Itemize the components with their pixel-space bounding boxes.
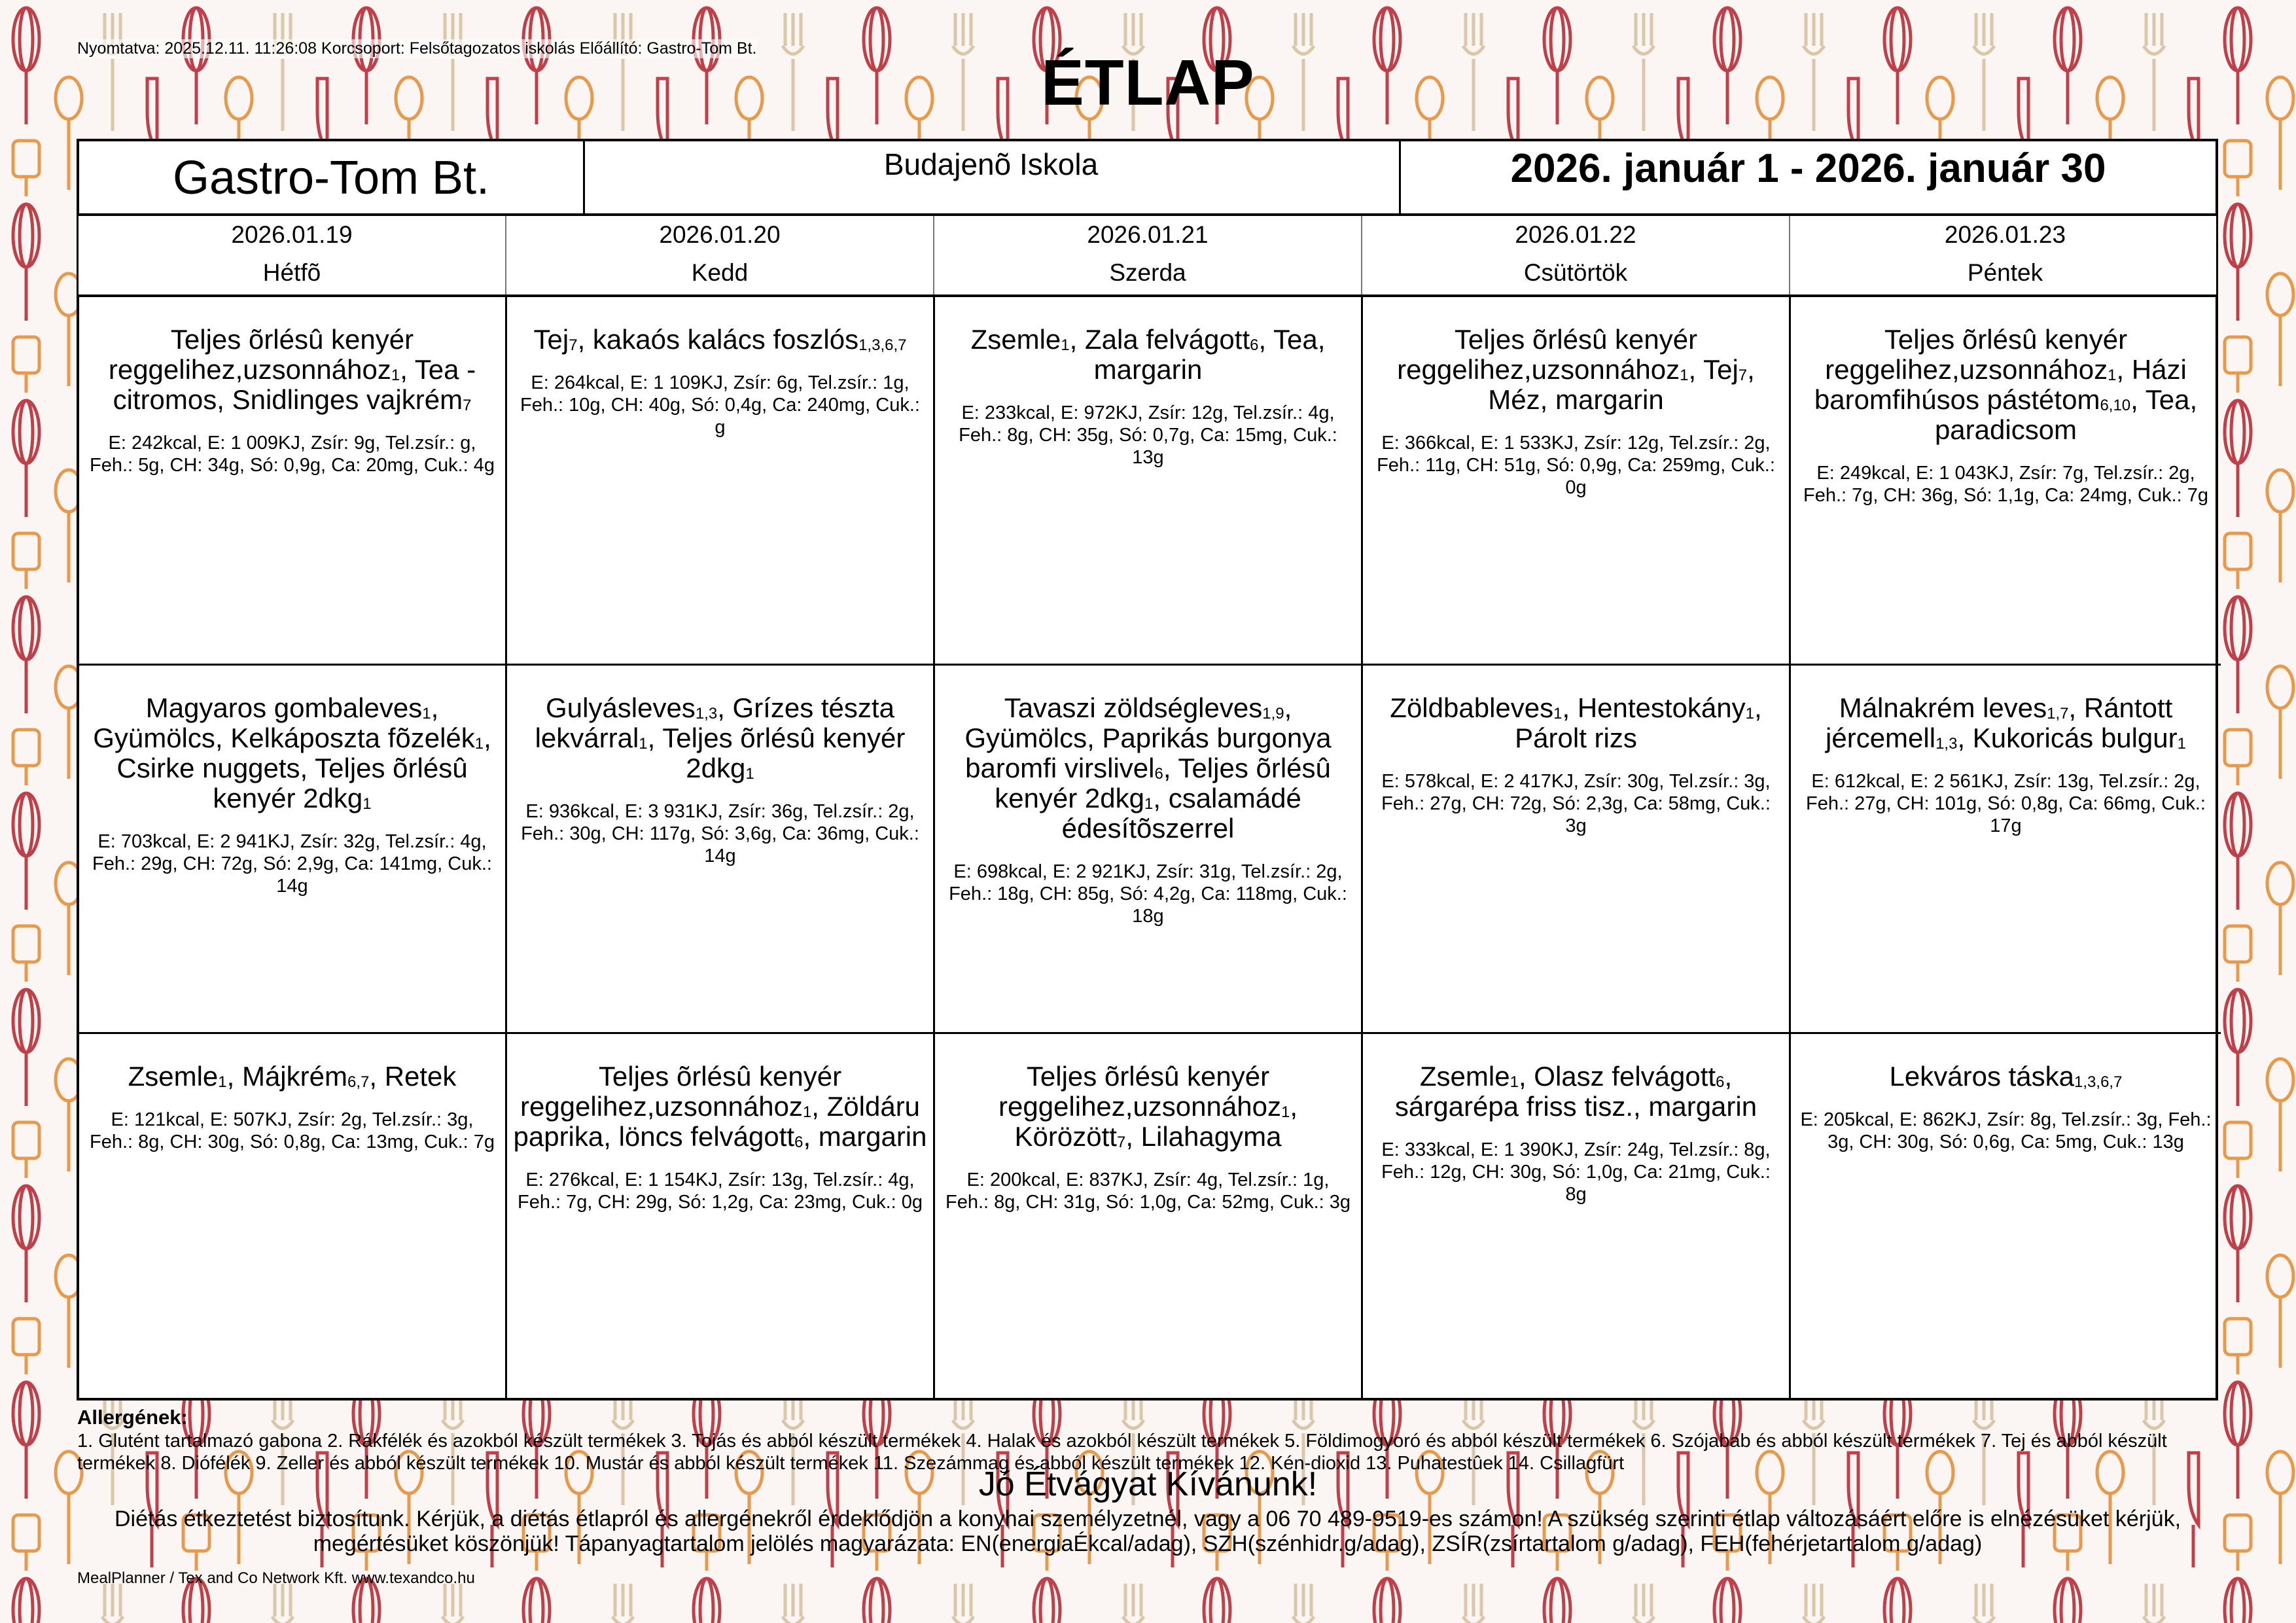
print-info-line: Nyomtatva: 2025.12.11. 11:26:08 Korcsoport: Felsőtagozatos iskolás Előállító: Gastro-Tom Bt. bbox=[77, 39, 757, 58]
menu-cell bbox=[79, 1034, 507, 1398]
meal-description: Tavaszi zöldségleves$_{1,9}$, Gyümölcs, Paprikás burgonya baromfi virslivel$_6$, Teljes õrlésû kenyér 2dkg$_1$, csalamádé édesítõszerrel bbox=[964, 692, 1332, 844]
school-name: Budajenõ Iskola bbox=[583, 141, 1401, 213]
day-date: 2026.01.20 bbox=[659, 221, 781, 248]
day-date: 2026.01.22 bbox=[1515, 221, 1636, 248]
meal-description: Magyaros gombaleves$_1$, Gyümölcs, Kelkáposzta fõzelék$_1$, Csirke nuggets, Teljes õrlésû kenyér 2dkg$_1$ bbox=[93, 692, 491, 813]
date-range: 2026. január 1 - 2026. január 30 bbox=[1510, 146, 2106, 191]
nutrition-info: E: 698kcal, E: 2 921KJ, Zsír: 31g, Tel.zsír.: 2g, Feh.: 18g, CH: 85g, Só: 4,2g, Ca: 118mg, Cuk.: 18g bbox=[949, 861, 1347, 927]
menu-cell bbox=[1791, 666, 2221, 1034]
footer-credit: MealPlanner / Tex and Co Network Kft. www.texandco.hu bbox=[77, 1569, 475, 1587]
nutrition-info: E: 612kcal, E: 2 561KJ, Zsír: 13g, Tel.zsír.: 2g, Feh.: 27g, CH: 101g, Só: 0,8g, Ca: 66mg, Cuk.: 17g bbox=[1806, 771, 2206, 836]
menu-cell bbox=[1363, 666, 1791, 1034]
page-title: ÉTLAP bbox=[1041, 46, 1255, 118]
menu-grid bbox=[77, 294, 2218, 1400]
menu-cell bbox=[935, 1034, 1363, 1398]
nutrition-info: E: 249kcal, E: 1 043KJ, Zsír: 7g, Tel.zsír.: 2g, Feh.: 7g, CH: 36g, Só: 1,1g, Ca: 24mg, Cuk.: 7g bbox=[1803, 463, 2208, 506]
nutrition-info: E: 205kcal, E: 862KJ, Zsír: 8g, Tel.zsír.: 3g, Feh.: 3g, CH: 30g, Só: 0,6g, Ca: 5mg, Cuk.: 13g bbox=[1800, 1109, 2212, 1152]
day-header bbox=[934, 216, 1362, 294]
allergens-list: 1. Glutént tartalmazó gabona 2. Rákfélék és azokból készült termékek 3. Tojás és abból készült termékek 4. Halak és azokból készült termékek 5. Földimogyoró és abból készült termékek 6. Szójabab és abból készült termékek 7. Tej és abból készült termékek 8. Diófélék 9. Zeller és abból készült termékek 10. Mustár és abból készült termékek 11. Szezámmag és abból készült termékek 12. Kén-dioxid 13. Puhatestûek 14. Csillagfürt bbox=[77, 1431, 2167, 1474]
day-date: 2026.01.19 bbox=[231, 221, 353, 248]
meal-description: Tej$_7$, kakaós kalács foszlós$_{1,3,6,7}$ bbox=[533, 324, 907, 355]
nutrition-info: E: 366kcal, E: 1 533KJ, Zsír: 12g, Tel.zsír.: 2g, Feh.: 11g, CH: 51g, Só: 0,9g, Ca: 259mg, Cuk.: 0g bbox=[1377, 433, 1775, 498]
meal-description: Lekváros táska$_{1,3,6,7}$ bbox=[1889, 1061, 2123, 1092]
nutrition-info: E: 578kcal, E: 2 417KJ, Zsír: 30g, Tel.zsír.: 3g, Feh.: 27g, CH: 72g, Só: 2,3g, Ca: 58mg, Cuk.: 3g bbox=[1381, 771, 1771, 836]
diet-notice: Diétás étkeztetést biztosítunk. Kérjük, a diétás étlapról és allergénekről érdeklődjön a konyhai személyzetnél, vagy a 06 70 489-9519-es számon! A szükség szerinti étlap változásáért előre is elnézésüket kérjük, megértésüket köszönjük! Tápanyagtartalom jelölés magyarázata: EN(energiaÉkcal/adag), SZH(szénhidr.g/adag), ZSÍR(zsírtartalom g/adag), FEH(fehérjetartalom g/adag) bbox=[114, 1507, 2181, 1556]
nutrition-info: E: 276kcal, E: 1 154KJ, Zsír: 13g, Tel.zsír.: 4g, Feh.: 7g, CH: 29g, Só: 1,2g, Ca: 23mg, Cuk.: 0g bbox=[518, 1169, 923, 1213]
meal-description: Málnakrém leves$_{1,7}$, Rántott jércemell$_{1,3}$, Kukoricás bulgur$_1$ bbox=[1826, 692, 2186, 753]
menu-cell bbox=[507, 666, 935, 1034]
nutrition-info: E: 242kcal, E: 1 009KJ, Zsír: 9g, Tel.zsír.: g, Feh.: 5g, CH: 34g, Só: 0,9g, Ca: 20mg, Cuk.: 4g bbox=[90, 433, 495, 476]
meal-description: Gulyásleves$_{1,3}$, Grízes tészta lekvárral$_1$, Teljes õrlésû kenyér 2dkg$_1$ bbox=[535, 692, 906, 783]
day-name: Szerda bbox=[1109, 259, 1186, 286]
nutrition-info: E: 333kcal, E: 1 390KJ, Zsír: 24g, Tel.zsír.: 8g, Feh.: 12g, CH: 30g, Só: 1,0g, Ca: 21mg, Cuk.: 8g bbox=[1381, 1139, 1771, 1205]
menu-cell bbox=[1791, 297, 2221, 666]
meal-description: Zsemle$_1$, Májkrém$_{6,7}$, Retek bbox=[128, 1061, 457, 1092]
day-header-row bbox=[77, 216, 2218, 294]
bon-appetit-text: Jó Étvágyat Kívánunk! bbox=[978, 1465, 1318, 1503]
meal-description: Zsemle$_1$, Zala felvágott$_6$, Tea, margarin bbox=[970, 324, 1326, 385]
menu-header-bar bbox=[77, 139, 2218, 216]
menu-cell bbox=[935, 297, 1363, 666]
day-header bbox=[1362, 216, 1790, 294]
day-date: 2026.01.21 bbox=[1087, 221, 1209, 248]
allergens-heading: Allergének: bbox=[77, 1406, 188, 1429]
meal-description: Teljes õrlésû kenyér reggelihez,uzsonnához$_1$, Tej$_7$, Méz, margarin bbox=[1397, 324, 1755, 415]
day-name: Csütörtök bbox=[1523, 259, 1628, 286]
menu-cell bbox=[79, 666, 507, 1034]
menu-cell bbox=[935, 666, 1363, 1034]
menu-cell bbox=[507, 297, 935, 666]
menu-cell bbox=[1363, 1034, 1791, 1398]
nutrition-info: E: 703kcal, E: 2 941KJ, Zsír: 32g, Tel.zsír.: 4g, Feh.: 29g, CH: 72g, Só: 2,9g, Ca: 141mg, Cuk.: 14g bbox=[92, 831, 492, 897]
company-name: Gastro-Tom Bt. bbox=[79, 141, 585, 213]
meal-description: Teljes õrlésû kenyér reggelihez,uzsonnához$_1$, Zöldáru paprika, löncs felvágott$_6$, margarin bbox=[513, 1061, 927, 1152]
meal-description: Teljes õrlésû kenyér reggelihez,uzsonnához$_1$, Körözött$_7$, Lilahagyma bbox=[998, 1061, 1298, 1152]
day-name: Péntek bbox=[1967, 259, 2043, 286]
day-header bbox=[1790, 216, 2220, 294]
meal-description: Zöldbableves$_1$, Hentestokány$_1$, Párolt rizs bbox=[1390, 692, 1762, 753]
nutrition-info: E: 936kcal, E: 3 931KJ, Zsír: 36g, Tel.zsír.: 2g, Feh.: 30g, CH: 117g, Só: 3,6g, Ca: 36mg, Cuk.: 14g bbox=[521, 801, 919, 866]
day-date: 2026.01.23 bbox=[1944, 221, 2066, 248]
nutrition-info: E: 233kcal, E: 972KJ, Zsír: 12g, Tel.zsír.: 4g, Feh.: 8g, CH: 35g, Só: 0,7g, Ca: 15mg, Cuk.: 13g bbox=[959, 402, 1337, 468]
menu-cell bbox=[79, 297, 507, 666]
meal-description: Teljes õrlésû kenyér reggelihez,uzsonnához$_1$, Tea - citromos, Snidlinges vajkrém$_7$ bbox=[108, 324, 476, 415]
nutrition-info: E: 264kcal, E: 1 109KJ, Zsír: 6g, Tel.zsír.: 1g, Feh.: 10g, CH: 40g, Só: 0,4g, Ca: 240mg, Cuk.: g bbox=[520, 372, 920, 438]
day-name: Hétfõ bbox=[262, 259, 321, 286]
menu-cell bbox=[1791, 1034, 2221, 1398]
meal-description: Zsemle$_1$, Olasz felvágott$_6$, sárgarépa friss tisz., margarin bbox=[1394, 1061, 1757, 1122]
day-header bbox=[79, 216, 506, 294]
nutrition-info: E: 121kcal, E: 507KJ, Zsír: 2g, Tel.zsír.: 3g, Feh.: 8g, CH: 30g, Só: 0,8g, Ca: 13mg, Cuk.: 7g bbox=[90, 1109, 495, 1152]
day-header bbox=[506, 216, 934, 294]
meal-description: Teljes õrlésû kenyér reggelihez,uzsonnához$_1$, Házi baromfihúsos pástétom$_{6,10}$, Tea, paradicsom bbox=[1814, 324, 2198, 445]
menu-cell bbox=[1363, 297, 1791, 666]
nutrition-info: E: 200kcal, E: 837KJ, Zsír: 4g, Tel.zsír.: 1g, Feh.: 8g, CH: 31g, Só: 1,0g, Ca: 52mg, Cuk.: 3g bbox=[945, 1169, 1351, 1213]
menu-cell bbox=[507, 1034, 935, 1398]
day-name: Kedd bbox=[691, 259, 749, 286]
